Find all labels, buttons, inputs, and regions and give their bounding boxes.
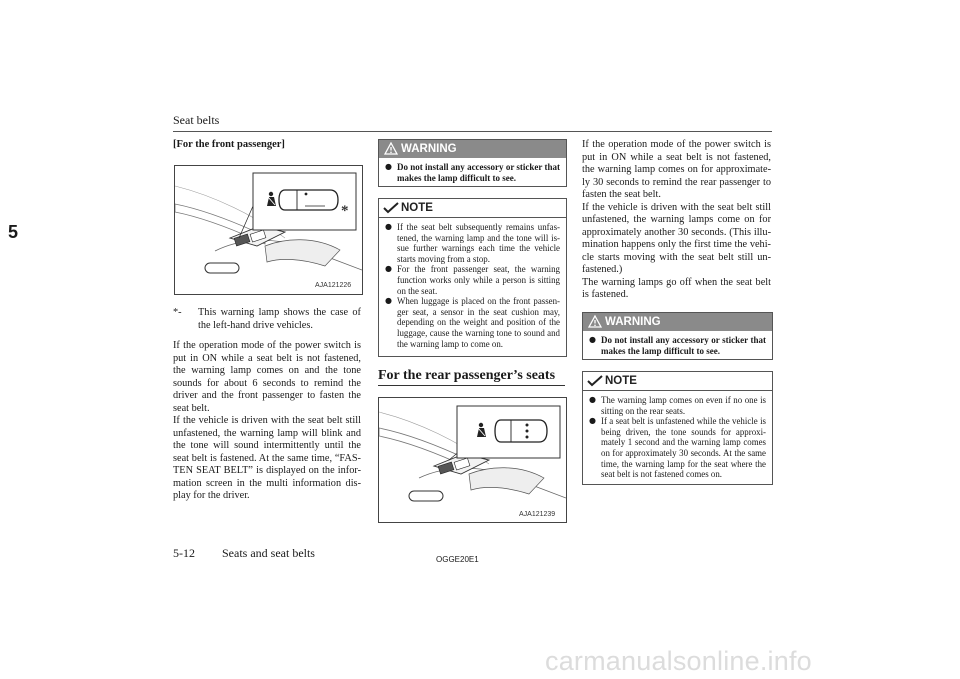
left-column-text (173, 307, 361, 503)
rear-passenger-figure (378, 397, 567, 523)
footnote-mark: *- (173, 307, 182, 318)
warning-header (583, 313, 772, 331)
bullet-icon: ● (589, 416, 596, 426)
warning-item: ● Do not install any accessory or sticker that makes the lamp difficult to see. (385, 162, 560, 183)
front-passenger-subheading: [For the front passenger] (173, 139, 285, 150)
bullet-icon: ● (385, 296, 392, 306)
doc-code: OGGE20E1 (436, 555, 479, 564)
left-column (173, 139, 361, 152)
warning-header (379, 140, 566, 158)
footnote (173, 307, 361, 332)
figure-code: AJA121226 (315, 282, 352, 289)
note-box-middle (378, 198, 567, 357)
warning-triangle-icon (384, 142, 398, 155)
note-header (379, 199, 566, 218)
front-paragraph-1: If the operation mode of the power switch is put in ON while a seat belt is not fastened, the warning lamp comes on and the tone sounds for about 6 seconds to remind the driver and the front passenger to fasten the seat belt. (173, 340, 361, 414)
section-rule (378, 385, 565, 386)
bullet-icon: ● (589, 335, 596, 344)
note-item: ● When luggage is placed on the front passen-ger seat, a sensor in the seat cushion may, depending on the weight and position of the luggage, cause the warning tone to sound and the warning lamp to come on. (385, 296, 560, 349)
right-column-text (582, 139, 771, 302)
note-checkmark-icon (383, 202, 399, 214)
rear-paragraph-1: If the operation mode of the power switch is put in ON while a seat belt is not fastened, the warning lamp comes on for approximate-ly 30 seconds to remind the rear passenger to fasten the seat belt. (582, 139, 771, 200)
figure-code: AJA121239 (519, 511, 556, 518)
footnote-text: This warning lamp shows the case of the left-hand drive vehicles. (198, 307, 361, 331)
warning-title: WARNING (401, 143, 457, 155)
warning-item: ● Do not install any accessory or sticker that makes the lamp difficult to see. (589, 335, 766, 356)
rear-section-title: For the rear passenger’s seats (378, 368, 556, 383)
note-item: ● For the front passenger seat, the warning function works only while a person is sitting on the seat. (385, 264, 560, 296)
note-header (583, 372, 772, 391)
figure-asterisk: * (341, 203, 349, 219)
rear-console-illustration (379, 398, 566, 522)
running-header: Seat belts (173, 113, 220, 127)
page-number: 5-12 (173, 546, 195, 560)
chapter-tab: 5 (3, 218, 23, 246)
note-item: ● If the seat belt subsequently remains unfas-tened, the warning lamp and the tone will is-sue further warnings each time the vehicle starts moving from a stop. (385, 222, 560, 264)
bullet-icon: ● (385, 162, 392, 171)
note-item: ● The warning lamp comes on even if no one is sitting on the rear seats. (589, 395, 766, 416)
rear-paragraph-2: If the vehicle is driven with the seat belt still unfastened, the warning lamps come on for approximately another 30 seconds. (This illu-mination happens only the first time the vehi-cle starts moving with the seat belt still un-fastened.) (582, 201, 771, 275)
warning-triangle-icon (588, 315, 602, 328)
footer-section: Seats and seat belts (222, 546, 315, 560)
bullet-icon: ● (385, 264, 392, 274)
note-box-right (582, 371, 773, 485)
note-title: NOTE (401, 202, 433, 214)
bullet-icon: ● (385, 222, 392, 231)
note-item: ● If a seat belt is unfastened while the vehicle is being driven, the tone sounds for approxi-mately 1 second and the warning lamp comes on for approximately 30 seconds. At the same time, the warning lamp for the seat where the seat belt is not fastened comes on. (589, 416, 766, 480)
front-passenger-figure (174, 165, 363, 295)
front-paragraph-2: If the vehicle is driven with the seat belt still unfastened, the warning lamp will blink and the tone will sound intermittently until the seat belt is fastened. At the same time, “FAS-TEN SEAT BELT” is displayed on the infor-mation screen in the multi information dis-play for the driver. (173, 415, 361, 501)
note-title: NOTE (605, 375, 637, 387)
watermark: carmanualsonline.info (545, 646, 812, 676)
warning-title: WARNING (605, 316, 661, 328)
bullet-icon: ● (589, 395, 596, 404)
overhead-console-illustration (175, 166, 362, 294)
header-rule (173, 131, 772, 132)
note-checkmark-icon (587, 375, 603, 387)
warning-box-middle (378, 139, 567, 187)
warning-box-right (582, 312, 773, 360)
rear-paragraph-3: The warning lamps go off when the seat belt is fastened. (582, 276, 771, 300)
